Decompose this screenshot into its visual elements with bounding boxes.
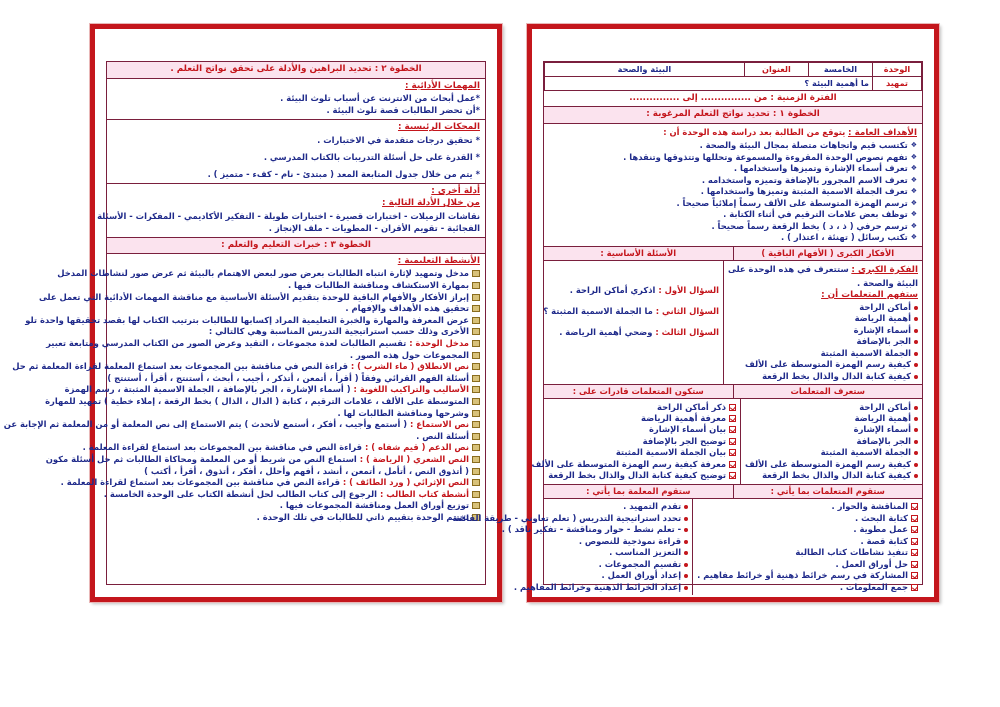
know-item-text: كيفية رسم الهمزة المتوسطة على الألف	[745, 458, 911, 469]
teacher-task-item	[452, 524, 688, 535]
goal-item	[549, 232, 917, 243]
dot-bullet-icon	[914, 317, 918, 321]
book-icon	[472, 479, 480, 486]
dot-bullet-icon	[684, 586, 688, 590]
know-heading: ستعرف المتعلمات	[733, 385, 923, 398]
understand-item	[728, 302, 918, 313]
goal-item	[549, 140, 917, 151]
tasks-header-row	[544, 485, 922, 499]
teacher-task-item	[452, 501, 688, 512]
performance-tasks-heading: المهمات الأدائية :	[404, 80, 480, 91]
understand-item-text: كيفية رسم الهمزة المتوسطة على الألف	[745, 359, 911, 370]
activity-text: الرجوع إلى كتاب الطالب لحل أنشطة الكتاب على الوحدة الخامسة .	[103, 488, 378, 499]
goals-list	[549, 140, 917, 243]
criteria-line: * تحقيق درجات متقدمة في الاختبارات .	[317, 135, 480, 146]
activity-text: ( أستمع وأجيب ، أفكر ، أستمع لأتحدث ) يتم الاستماع إلى نص المعلمة أو من المعلمة ثم الإجابة عن	[3, 419, 408, 430]
able-item-text: توضيح كيفية كتابة الدال والذال بخط الرقعة	[548, 470, 727, 481]
activity-text: الأخرى وذلك حسب استراتيجية التدريس المناسبة وهي كالتالي :	[208, 326, 469, 337]
activity-item	[64, 384, 480, 395]
activity-highlight: نص الاستماع :	[410, 419, 469, 430]
activity-item	[38, 291, 480, 303]
know-item-text: أماكن الراحة	[859, 401, 911, 412]
know-item	[745, 459, 918, 470]
dot-bullet-icon	[684, 505, 688, 509]
dot-bullet-icon	[684, 563, 688, 567]
performance-task-line: *عمل أبحاث من الانترنت عن أسباب تلوث البيئة .	[280, 93, 480, 104]
dot-bullet-icon	[684, 551, 688, 555]
dot-bullet-icon	[914, 463, 918, 467]
book-icon	[472, 421, 480, 428]
dot-bullet-icon	[684, 528, 688, 532]
goal-item-text: تكتب رسائل ( تهنئة ، اعتذار ) .	[781, 232, 908, 243]
goal-item	[549, 198, 917, 209]
activities-list	[3, 268, 480, 523]
teacher-task-item-text: - تعلم نشط - حوار ومناقشة - تفكير ناقد ) .	[501, 524, 682, 535]
book-icon	[472, 375, 480, 382]
big-idea-label: الفكرة الكبرى :	[851, 264, 918, 275]
teacher-task-item	[452, 513, 688, 524]
title-value: البيئة والصحة	[545, 63, 745, 77]
activity-item	[25, 314, 480, 326]
left-frame	[3, 61, 486, 585]
activity-text: ( أتذوق النص ، أتأمل ، أتمعن ، أنشد ، أفهم وأحلل ، أفكر ، أتذوق ، أقرأ ، أكتب )	[144, 465, 469, 476]
book-icon	[472, 282, 480, 289]
student-task-item	[697, 582, 918, 593]
understand-item-text: أسماء الإشارة	[853, 324, 911, 335]
general-goals-intro: يتوقع من الطالبة بعد دراسة هذه الوحدة أن :	[663, 126, 846, 137]
dot-bullet-icon	[914, 340, 918, 344]
activity-highlight: الأساليب والتراكيب اللغوية :	[353, 384, 469, 395]
diamond-bullet-icon: ❖	[910, 198, 917, 207]
goal-item-text: تعرف الاسم المجرور بالإضافة وتميزه واستخدامه .	[701, 174, 908, 185]
intro-label: تمهيد	[873, 76, 922, 90]
understand-subheading: ستفهم المتعلمات أن :	[821, 289, 918, 300]
student-task-item-text: تنفيذ نشاطات كتاب الطالبة	[795, 547, 908, 558]
activities-heading: الأنشطة التعليمية :	[397, 256, 480, 267]
activity-highlight: نص الدعم ( قيم شفاه ) :	[364, 442, 469, 453]
dot-bullet-icon	[914, 375, 918, 379]
essential-questions-heading: الأسئلة الأساسية :	[600, 247, 677, 258]
goal-item	[549, 163, 917, 174]
activity-text: وشرحها ومناقشة الطالبات لها .	[337, 407, 469, 418]
book-icon	[472, 468, 480, 475]
criteria-line: * القدرة على حل أسئلة التدريبات بالكتاب المدرسي .	[263, 152, 480, 163]
book-icon	[472, 363, 480, 370]
understand-item	[728, 359, 918, 370]
activity-text: استماع النص من شريط أو من المعلمة ومحاكاة الطالبات ثم حل أسئلة مكون	[45, 453, 357, 464]
step2-title: الخطوة ٢ : تحديد البراهين والأدلة على تحقق نواتج التعلم .	[107, 62, 485, 79]
able-item-text: بيان الجملة الاسمية المثبتة	[615, 447, 727, 458]
big-ideas-row	[544, 261, 922, 385]
performance-tasks-section	[107, 79, 485, 121]
diamond-bullet-icon: ❖	[910, 210, 917, 219]
activity-item	[45, 453, 480, 465]
activity-item	[112, 326, 480, 337]
able-item	[532, 436, 737, 447]
diamond-bullet-icon: ❖	[910, 233, 917, 242]
know-item-text: أسماء الإشارة	[853, 424, 911, 435]
able-list	[528, 399, 741, 484]
book-icon	[472, 456, 480, 463]
dot-bullet-icon	[914, 363, 918, 367]
know-item-text: كيفية كتابة الدال والذال بخط الرقعة	[762, 470, 911, 481]
essential-question	[543, 285, 719, 296]
able-item	[532, 402, 737, 413]
able-item-text: معرفة أهمية الرياضة	[641, 413, 727, 423]
student-task-item-text: المشاركة في رسم خرائط ذهنية أو خرائط مفاهيم .	[697, 570, 908, 581]
book-icon	[472, 491, 480, 498]
dot-bullet-icon	[914, 428, 918, 432]
activity-highlight: نص الانطلاق ( ماء الشرب ) :	[350, 361, 469, 372]
activity-text: عرض المعرفة والمهارة والخبرة التعليمية المراد إكسابها للطالبات بترتيب الكتاب لها بقصد تحقيقها واحدة تلو	[25, 314, 469, 325]
activity-text: قراءة النص في مناقشة بين المجموعات بعد استماع لقراءة المعلمة .	[60, 477, 340, 488]
know-item	[745, 424, 918, 435]
teacher-task-item	[452, 582, 688, 593]
criteria-line: * يتم من خلال جدول المتابعة المعد ( مبتدئ - نام - كفء - متميز ) .	[207, 169, 480, 180]
activity-text: تقسيم الطالبات لعدة مجموعات ، التقيد وعرض الصور من الكتاب المدرسي ومتابعة تعبير	[46, 337, 407, 348]
know-item-text: الجر بالإضافة	[856, 435, 911, 446]
diamond-bullet-icon: ❖	[910, 141, 917, 150]
book-icon	[472, 410, 480, 417]
student-task-item-text: كتابة قصة .	[860, 535, 908, 546]
main-criteria-section	[107, 120, 485, 184]
checkbox-icon	[729, 461, 736, 468]
question-label: السؤال الأول :	[658, 284, 720, 295]
dot-bullet-icon	[914, 417, 918, 421]
goal-item-text: توظف بعض علامات الترقيم في أثناء الكتابة .	[723, 209, 908, 220]
checkbox-icon	[729, 415, 736, 422]
time-period: الفترة الزمنية : من ............... إلى ...............	[544, 91, 922, 108]
activity-item	[112, 408, 480, 419]
checkbox-icon	[911, 526, 918, 533]
question-label: السؤال الثاني :	[655, 306, 720, 317]
checkbox-icon	[911, 549, 918, 556]
book-icon	[472, 340, 480, 347]
book-icon	[472, 398, 480, 405]
general-goals-heading: الأهداف العامة :	[848, 127, 917, 138]
activity-text: بمهارة الاستكشاف ومناقشة الطالبات فيها .	[287, 280, 469, 291]
unit-info-table	[544, 62, 922, 91]
big-idea-column	[723, 261, 922, 384]
activity-text: تحقيق هذه الأهداف والإفهام .	[345, 303, 469, 314]
student-task-item	[697, 559, 918, 570]
teacher-task-item	[452, 559, 688, 570]
goal-item	[549, 221, 917, 232]
know-item	[745, 470, 918, 481]
other-evidence-heading: أدلة أخرى :	[431, 186, 480, 197]
activity-item	[112, 500, 480, 511]
step3-title: الخطوة ٣ : خبرات التعليم والتعلم :	[107, 238, 485, 255]
activity-item	[112, 303, 480, 314]
student-task-item	[697, 570, 918, 581]
dot-bullet-icon	[914, 451, 918, 455]
know-item	[745, 447, 918, 458]
intro-value: ما أهمية البيئة ؟	[545, 76, 873, 90]
activity-highlight: مدخل الوحدة :	[409, 337, 469, 348]
diamond-bullet-icon: ❖	[910, 152, 917, 161]
big-ideas-header-row	[544, 247, 922, 261]
big-ideas-heading: الأفكار الكبرى ( الأفهام الباقية )	[733, 247, 923, 260]
checkbox-icon	[729, 449, 736, 456]
know-item	[745, 402, 918, 413]
activity-item	[112, 466, 480, 477]
dot-bullet-icon	[684, 574, 688, 578]
teacher-task-item	[452, 536, 688, 547]
questions-list	[543, 285, 719, 338]
teacher-heading: ستقوم المعلمة بما يأتي :	[586, 485, 691, 496]
student-task-item-text: عمل مطوية .	[853, 524, 908, 535]
activity-item	[82, 442, 480, 453]
know-item	[745, 436, 918, 447]
left-page	[3, 24, 502, 602]
student-task-item	[697, 547, 918, 558]
activity-item	[103, 488, 480, 500]
checkbox-icon	[911, 561, 918, 568]
goal-item	[549, 209, 917, 220]
diamond-bullet-icon: ❖	[910, 187, 917, 196]
goal-item-text: ترسم حرفي ( ذ ، د ) بخط الرقعة رسماً صحيحاً .	[711, 220, 908, 231]
checkbox-icon	[911, 584, 918, 591]
diamond-bullet-icon: ❖	[910, 164, 917, 173]
able-item	[532, 424, 737, 435]
teacher-task-item	[452, 570, 688, 581]
able-item-text: توضيح الجر بالإضافة	[642, 435, 727, 446]
able-heading: ستكون المتعلمات قادرات على :	[572, 386, 704, 397]
tasks-row	[452, 499, 922, 595]
activity-item	[112, 350, 480, 361]
checkbox-icon	[911, 503, 918, 510]
dot-bullet-icon	[684, 517, 688, 521]
activity-item	[107, 372, 480, 384]
able-item	[532, 413, 737, 424]
understand-item-text: أماكن الراحة	[859, 301, 911, 312]
understand-item	[728, 325, 918, 336]
title-label: العنوان	[744, 63, 808, 77]
checkbox-icon	[911, 572, 918, 579]
understand-item	[728, 336, 918, 347]
dot-bullet-icon	[914, 474, 918, 478]
step1-title: الخطوة ١ : تحديد نواتج التعلم المرغوبة :	[544, 107, 922, 124]
evidence-line: نقاشات الزميلات - اختبارات قصيرة - اختبارات طويلة - التفكير الأكاديمي - المفكرات - الأسئلة	[97, 210, 480, 221]
understand-item	[728, 371, 918, 382]
understand-item-text: الجر بالإضافة	[856, 336, 911, 347]
activity-item	[112, 280, 480, 291]
activity-highlight: أنشطة كتاب الطالب :	[379, 488, 469, 499]
know-item-text: أهمية الرياضة	[854, 413, 911, 423]
understand-item	[728, 348, 918, 359]
students-list	[692, 499, 922, 595]
able-item-text: ذكر أماكن الراحة	[657, 401, 727, 412]
activity-item	[60, 477, 480, 488]
goal-item-text: تعرف أسماء الإشارة وتميزها واستخدامها .	[733, 163, 908, 174]
student-task-item	[697, 536, 918, 547]
understand-list	[728, 302, 918, 382]
goal-item-text: تكتسب قيم واتجاهات متصلة بمجال البيئة والصحة .	[699, 140, 908, 151]
teacher-task-item-text: التعزيز المناسب .	[609, 547, 682, 558]
diamond-bullet-icon: ❖	[910, 221, 917, 230]
able-item	[532, 459, 737, 470]
goal-item-text: تفهم نصوص الوحدة المقروءة والمسموعة وتحللها وتتذوقها وتنقدها .	[623, 151, 908, 162]
teacher-list	[448, 499, 692, 595]
questions-column	[539, 261, 723, 384]
teacher-task-item	[452, 547, 688, 558]
activity-text: مدخل وتمهيد لإثارة انتباه الطالبات بعرض صور لبعض الاهتمام بالبيئة ثم عرض صور لنشاطات المدخل	[57, 268, 469, 279]
checkbox-icon	[911, 538, 918, 545]
know-able-row	[531, 399, 922, 485]
dot-bullet-icon	[914, 440, 918, 444]
dot-bullet-icon	[914, 329, 918, 333]
book-icon	[472, 386, 480, 393]
book-icon	[472, 328, 480, 335]
dot-bullet-icon	[914, 306, 918, 310]
activity-text: توزيع أوراق العمل ومناقشة المجموعات فيها .	[279, 500, 469, 511]
book-icon	[472, 317, 480, 324]
teacher-task-item-text: قراءة نموذجية للنصوص .	[578, 535, 682, 546]
teacher-task-item-text: تقسيم المجموعات .	[598, 558, 682, 569]
understand-item-text: أهمية الرياضة	[854, 313, 911, 324]
know-item-text: الجملة الاسمية المثبتة	[820, 447, 911, 458]
unit-value: الخامسة	[808, 63, 872, 77]
dot-bullet-icon	[914, 406, 918, 410]
able-item	[532, 470, 737, 481]
students-heading: ستقوم المتعلمات بما يأتي :	[733, 485, 923, 498]
student-task-item	[697, 513, 918, 524]
activity-text: قراءة النص في مناقشة بين المجموعات بعد استماع لقراءة المعلمة .	[82, 442, 363, 453]
checkbox-icon	[729, 404, 736, 411]
activity-item	[45, 395, 480, 407]
performance-task-line: *أن تحضر الطالبات قصة تلوث البيئة .	[326, 105, 480, 116]
activity-item	[112, 512, 480, 523]
book-icon	[472, 444, 480, 451]
other-evidence-subheading: من خلال الأدلة التالية :	[382, 197, 480, 208]
understand-item	[728, 313, 918, 324]
student-task-item-text: جمع المعلومات .	[839, 581, 908, 592]
activity-text: قراءة النص في مناقشة بين المجموعات بعد استماع المعلمة لقراءة المعلمة ثم حل	[12, 361, 348, 372]
diamond-bullet-icon: ❖	[910, 175, 917, 184]
know-able-header-row	[544, 385, 922, 399]
activity-item	[46, 337, 480, 349]
activity-text: تختتم الوحدة بتقييم ذاتي للطالبات في تلك الوحدة .	[256, 511, 469, 522]
question-text: ما الجملة الاسمية المثبتة ؟	[543, 306, 653, 317]
activity-highlight: النص الشعري ( الرياضة ) :	[359, 453, 469, 464]
main-criteria-heading: المحكات الرئيسية :	[397, 122, 480, 133]
student-task-item	[697, 501, 918, 512]
teacher-task-item-text: إعداد الخرائط الذهنية وخرائط المفاهيم .	[513, 581, 682, 592]
big-idea-text: ستتعرف في هذه الوحدة على	[728, 263, 849, 274]
activity-text: ( أسماء الإشارة ، الجر بالإضافة ، الجملة الاسمية المثبتة ، رسم الهمزة	[64, 384, 351, 395]
activity-text: المجموعات حول هذه الصور .	[349, 349, 469, 360]
book-icon	[472, 294, 480, 301]
dot-bullet-icon	[914, 352, 918, 356]
activity-item	[3, 419, 480, 430]
checkbox-icon	[911, 515, 918, 522]
student-task-item-text: حل أوراق العمل .	[835, 558, 908, 569]
activity-text: أسئلة الفهم القرائي وفقاً ( أقرأ ، أتمعن ، أتذكر ، أجيب ، أبحث ، أستنتج ، أقرأ ، أستنتج )	[107, 372, 469, 383]
book-icon	[472, 433, 480, 440]
checkbox-icon	[729, 472, 736, 479]
goal-item	[549, 152, 917, 163]
goal-item	[549, 175, 917, 186]
student-task-item-text: كتابة البحث .	[854, 512, 908, 523]
activities-section	[3, 254, 485, 584]
general-goals-section	[544, 124, 922, 247]
evidence-line: الفجائية - تقويم الأقران - المطويات - ملف الإنجاز .	[268, 222, 480, 233]
other-evidence-section	[97, 184, 485, 237]
activity-item	[112, 431, 480, 442]
able-item	[532, 447, 737, 458]
book-icon	[472, 352, 480, 359]
checkbox-icon	[729, 438, 736, 445]
student-task-item	[697, 524, 918, 535]
goal-item-text: ترسم الهمزة المتوسطة على الألف رسماً إملائياً صحيحاً .	[676, 197, 908, 208]
teacher-task-item-text: تحدد استراتيجية التدريس ( تعلم تعاوني - طريقة القائمة	[452, 512, 682, 523]
understand-item-text: الجملة الاسمية المثبتة	[820, 347, 911, 358]
dot-bullet-icon	[684, 540, 688, 544]
able-item-text: بيان أسماء الإشارة	[648, 424, 727, 435]
activity-highlight: النص الإثرائي ( ورد الطائف ) :	[342, 477, 469, 488]
goal-item-text: تعرف الجملة الاسمية المثبتة وتميزها واستخدامها .	[700, 186, 908, 197]
activity-item	[12, 361, 480, 372]
teacher-task-item-text: إعداد أوراق العمل .	[601, 570, 682, 581]
question-text: اذكري أماكن الراحة .	[569, 284, 656, 295]
big-idea-text-2: البيئة والصحة .	[857, 277, 918, 288]
essential-question	[543, 306, 719, 317]
book-icon	[472, 270, 480, 277]
know-item	[745, 413, 918, 424]
question-label: السؤال الثالث :	[655, 327, 720, 338]
essential-question	[543, 327, 719, 338]
activity-text: إبراز الأفكار والأفهام الباقية للوحدة بتقديم الأسئلة الأساسية مع مناقشة المهمات الأدائية التي تعمل على	[38, 291, 469, 302]
book-icon	[472, 305, 480, 312]
able-item-text: معرفة كيفية رسم الهمزة المتوسطة على الألف	[531, 458, 727, 469]
question-text: وضحي أهمية الرياضة .	[559, 327, 653, 338]
unit-label: الوحدة	[873, 63, 922, 77]
teacher-task-item-text: تقدم التمهيد .	[623, 501, 682, 512]
goal-item	[549, 186, 917, 197]
know-list	[740, 399, 922, 484]
student-task-item-text: المناقشة والحوار .	[831, 501, 908, 512]
checkbox-icon	[729, 426, 736, 433]
understand-item-text: كيفية كتابة الدال والذال بخط الرقعة	[762, 370, 911, 381]
activity-text: المتوسطة على الألف ، علامات الترقيم ، كتابة ( الدال ، الذال ) بخط الرقعة ، إملاء خطية ) تمهيد للمهارة	[45, 395, 469, 406]
activity-text: أسئلة النص .	[416, 430, 469, 441]
activity-item	[57, 268, 480, 279]
